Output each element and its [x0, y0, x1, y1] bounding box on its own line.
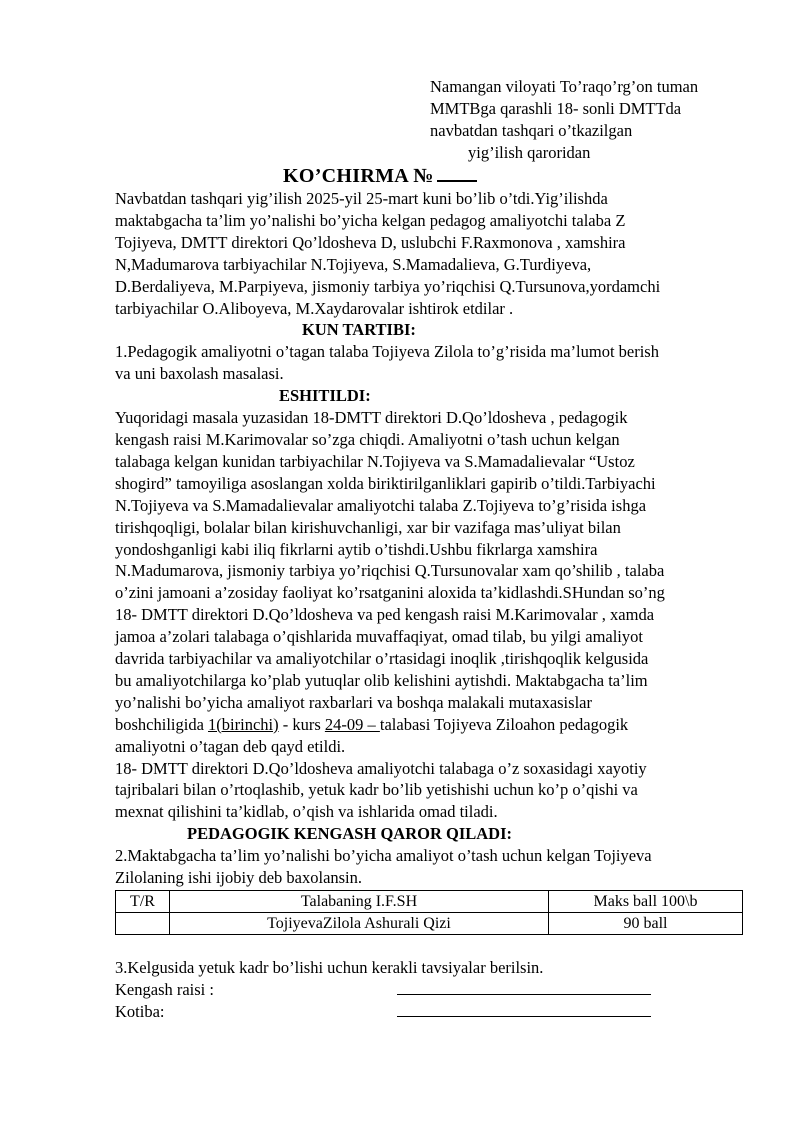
table-header-row	[116, 891, 743, 913]
group-number: 24-09 –	[324, 714, 380, 734]
intro-line: Navbatdan tashqari yig’ilish 2025-yil 25-mart kuni bo’lib o’tdi.Yig’ilishda	[115, 189, 608, 208]
heard-line: bu amaliyotchilarga ko’plab yutuqlar olib kelishini aytishdi. Maktabgacha ta’lim	[115, 670, 648, 690]
heard-line: tirishqoqligi, bolalar bilan kirishuvchanligi, xar bir vazifaga mas’uliyat bilan	[115, 517, 621, 537]
heard-line: talabaga kelgan kunidan tarbiyachilar N.Tojiyeva va S.Mamadalievalar “Ustoz	[115, 451, 635, 471]
heard-text: talabasi Tojiyeva Ziloahon pedagogik	[379, 714, 629, 734]
agenda-heading: KUN TARTIBI:	[302, 320, 416, 340]
secretary-signature-line	[397, 1016, 651, 1017]
heard-text: - kurs	[278, 714, 325, 734]
chair-signature-row	[115, 979, 745, 1001]
heard-line: Yuqoridagi masala yuzasidan 18-DMTT direktori D.Qo’ldosheva , pedagogik	[115, 408, 628, 428]
header-line: Namangan viloyati To’raqo’rg’on tuman	[430, 77, 699, 96]
intro-line: N,Madumarova tarbiyachilar N.Tojiyeva, S.Mamadalieva, G.Turdiyeva,	[115, 254, 592, 274]
intro-line: D.Berdaliyeva, M.Parpiyeva, jismoniy tarbiya yo’riqchisi Q.Tursunova,yordamchi	[115, 276, 661, 296]
intro-line: tarbiyachilar O.Aliboyeva, M.Xaydarovalar ishtirok etdilar .	[115, 298, 514, 318]
secretary-label: Kotiba:	[115, 1001, 165, 1021]
heard-line: 18- DMTT direktori D.Qo’ldosheva va ped kengash raisi M.Karimovalar , xamda	[115, 605, 655, 625]
heard-line: tajribalari bilan o’rtoqlashib, yetuk kadr bo’lib yetishishi uchun ko’p o’qishi va	[115, 780, 638, 800]
table-cell: TojiyevaZilola Ashurali Qizi	[170, 913, 549, 935]
header-line: MMTBga qarashli 18- sonli DMTTda	[430, 99, 682, 118]
decision-line: 2.Maktabgacha ta’lim yo’nalishi bo’yicha amaliyot o’tash uchun kelgan Tojiyeva	[115, 846, 652, 866]
heard-line: amaliyotni o’tagan deb qayd etildi.	[115, 736, 346, 756]
heard-line: o’zini jamoani a’zosiday faoliyat ko’rsatganini aloxida ta’kidlashdi.SHundan so’ng	[115, 583, 665, 603]
heard-line: N.Madumarova, jismoniy tarbiya yo’riqchisi Q.Tursunovalar xam qo’shilib , talaba	[115, 561, 665, 581]
heard-line: jamoa a’zolari talabaga o’qishlarida muvaffaqiyat, omad tilab, bu yilgi amaliyot	[115, 627, 643, 647]
number-blank	[437, 162, 477, 182]
header-line: navbatdan tashqari o’tkazilgan	[430, 121, 633, 140]
document-title	[283, 162, 477, 188]
heard-line: davrida tarbiyachilar va amaliyotchilar o’rtasidagi inoqlik ,tirishqoqlik kelgusida	[115, 649, 649, 669]
header-line: yig’ilish qaroridan	[468, 143, 591, 162]
table-header: T/R	[116, 891, 170, 913]
heard-line	[115, 714, 745, 736]
heard-line: yo’nalishi bo’yicha amaliyot raxbarlari va boshqa malakali mutaxasislar	[115, 692, 592, 712]
decision-line: Zilolaning ishi ijobiy deb baxolansin.	[115, 868, 363, 888]
table-cell: 90 ball	[549, 913, 743, 935]
intro-line: Tojiyeva, DMTT direktori Qo’ldosheva D, uslubchi F.Raxmonova , xamshira	[115, 232, 626, 252]
heard-line: kengash raisi M.Karimovalar so’zga chiqdi. Amaliyotni o’tash uchun kelgan	[115, 429, 620, 449]
heard-line: shogird” tamoyiliga asoslangan xolda biriktirilganliklari gapirib o’tildi.Tarbiyachi	[115, 473, 656, 493]
table-row	[116, 913, 743, 935]
chair-label: Kengash raisi :	[115, 979, 214, 999]
document-body	[115, 188, 745, 1023]
agenda-line: 1.Pedagogik amaliyotni o’tagan talaba Tojiyeva Zilola to’g’risida ma’lumot berish	[115, 342, 659, 362]
table-header: Talabaning I.F.SH	[170, 891, 549, 913]
agenda-line: va uni baxolash masalasi.	[115, 364, 284, 384]
course-number: 1(birinchi)	[208, 714, 279, 734]
intro-line: maktabgacha ta’lim yo’nalishi bo’yicha kelgan pedagog amaliyotchi talaba Z	[115, 210, 626, 230]
heard-text: boshchiligida	[115, 714, 209, 734]
title-text: KO’CHIRMA №	[283, 165, 434, 187]
recommend-line: 3.Kelgusida yetuk kadr bo’lishi uchun kerakli tavsiyalar berilsin.	[115, 958, 544, 977]
heard-line: N.Tojiyeva va S.Mamadalievalar amaliyotchi talaba Z.Tojiyeva to’g’risida ishga	[115, 495, 647, 515]
secretary-signature-row	[115, 1001, 745, 1023]
document-header	[430, 76, 770, 164]
table-cell	[116, 913, 170, 935]
heard-line: 18- DMTT direktori D.Qo’ldosheva amaliyotchi talabaga o’z soxasidagi xayotiy	[115, 758, 647, 778]
chair-signature-line	[397, 994, 651, 995]
heard-line: mexnat qilishini ta’kidlab, o’qish va ishlarida omad tiladi.	[115, 802, 498, 822]
grades-table	[115, 890, 743, 935]
decision-heading: PEDAGOGIK KENGASH QAROR QILADI:	[187, 824, 512, 844]
table-header: Maks ball 100\b	[549, 891, 743, 913]
heard-heading: ESHITILDI:	[279, 386, 371, 406]
heard-line: yondoshganligi kabi iliq fikrlarni aytib o’tishdi.Ushbu fikrlarga xamshira	[115, 539, 598, 559]
spacer	[115, 935, 745, 957]
